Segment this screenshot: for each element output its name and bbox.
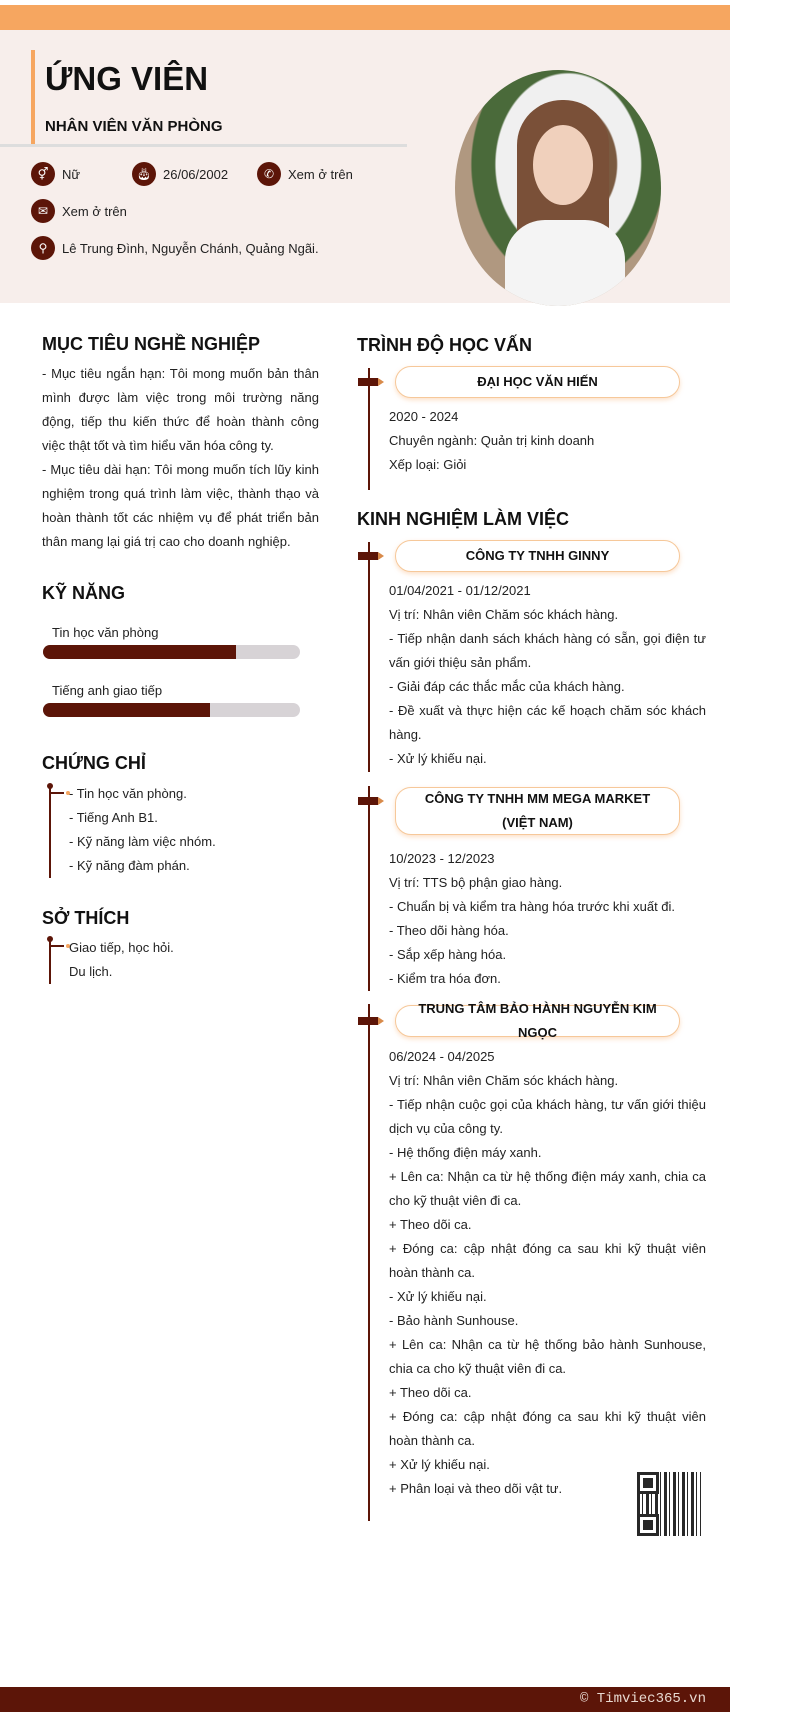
address-value: Lê Trung Đình, Nguyễn Chánh, Quảng Ngãi. bbox=[62, 240, 319, 256]
top-accent-bar bbox=[0, 5, 730, 30]
avatar-photo bbox=[455, 70, 661, 306]
certificate-item: - Kỹ năng làm việc nhóm. bbox=[69, 834, 216, 849]
hobby-item: Du lịch. bbox=[69, 964, 113, 979]
skill-label: Tin học văn phòng bbox=[52, 625, 159, 640]
skill-bar-fill bbox=[43, 645, 236, 659]
job-line: - Bảo hành Sunhouse. bbox=[389, 1313, 519, 1328]
birthday-info bbox=[132, 162, 228, 186]
name-accent bbox=[31, 50, 35, 146]
job-period: 10/2023 - 12/2023 bbox=[389, 851, 495, 866]
experience-title: KINH NGHIỆM LÀM VIỆC bbox=[357, 509, 570, 529]
timeline-marker bbox=[358, 1017, 378, 1025]
timeline-line bbox=[368, 542, 370, 772]
job-line: + Theo dõi ca. bbox=[389, 1385, 472, 1400]
job-line: - Tiếp nhận cuộc gọi của khách hàng, tư vấn giới thiệu dịch vụ của công ty. bbox=[389, 1097, 706, 1136]
job-details bbox=[389, 579, 706, 771]
job-line: - Xử lý khiếu nại. bbox=[389, 751, 487, 766]
cv-header bbox=[0, 30, 730, 303]
company-name: CÔNG TY TNHH GINNY bbox=[395, 540, 680, 572]
job-line: + Xử lý khiếu nại. bbox=[389, 1457, 490, 1472]
job-line: + Đóng ca: cập nhật đóng ca sau khi kỹ thuật viên hoàn thành ca. bbox=[389, 1409, 706, 1448]
gender-icon: ⚥ bbox=[31, 162, 55, 186]
skill-bar bbox=[43, 645, 300, 659]
job-line: - Sắp xếp hàng hóa. bbox=[389, 947, 507, 962]
job-line: - Chuẩn bị và kiểm tra hàng hóa trước khi xuất đi. bbox=[389, 899, 676, 914]
objective-long: - Mục tiêu dài hạn: Tôi mong muốn tích lũy kinh nghiệm trong quá trình làm việc, thành thạo và hoàn thành tốt các nhiệm vụ để phát triển bản thân mang lại giá trị cao cho doanh nghiệp. bbox=[42, 462, 319, 549]
job-line: - Kiểm tra hóa đơn. bbox=[389, 971, 501, 986]
job-line: - Giải đáp các thắc mắc của khách hàng. bbox=[389, 679, 625, 694]
phone-icon: ✆ bbox=[257, 162, 281, 186]
job-line: - Đề xuất và thực hiện các kế hoạch chăm sóc khách hàng. bbox=[389, 703, 706, 742]
job-line: + Phân loại và theo dõi vật tư. bbox=[389, 1481, 563, 1496]
candidate-name: ỨNG VIÊN bbox=[45, 60, 209, 97]
company-name: CÔNG TY TNHH MM MEGA MARKET (VIỆT NAM) bbox=[395, 787, 680, 835]
skills-title: KỸ NĂNG bbox=[42, 583, 126, 603]
hobby-item: Giao tiếp, học hỏi. bbox=[69, 940, 174, 955]
job-line: - Hệ thống điện máy xanh. bbox=[389, 1145, 542, 1160]
cake-icon: 🎂︎ bbox=[132, 162, 156, 186]
skill-label: Tiếng anh giao tiếp bbox=[52, 683, 163, 698]
certificate-item: - Tin học văn phòng. bbox=[69, 786, 187, 801]
map-icon: ⚲ bbox=[31, 236, 55, 260]
timeline-tick bbox=[50, 792, 64, 794]
job-line: + Lên ca: Nhận ca từ hệ thống bảo hành Sunhouse, chia ca cho kỹ thuật viên đi ca. bbox=[389, 1337, 706, 1376]
education-title: TRÌNH ĐỘ HỌC VẤN bbox=[357, 335, 532, 355]
company-name: TRUNG TÂM BẢO HÀNH NGUYỄN KIM NGỌC bbox=[395, 1005, 680, 1037]
candidate-position: NHÂN VIÊN VĂN PHÒNG bbox=[45, 118, 223, 135]
job-line: Vị trí: Nhân viên Chăm sóc khách hàng. bbox=[389, 607, 619, 622]
qr-code bbox=[637, 1472, 701, 1536]
skill-bar bbox=[43, 703, 300, 717]
education-major: Chuyên ngành: Quản trị kinh doanh bbox=[389, 433, 595, 448]
divider bbox=[0, 144, 407, 147]
objective-title: MỤC TIÊU NGHỀ NGHIỆP bbox=[42, 334, 261, 354]
email-icon: ✉ bbox=[31, 199, 55, 223]
job-line: Vị trí: TTS bộ phận giao hàng. bbox=[389, 875, 563, 890]
certificates-title: CHỨNG CHỈ bbox=[42, 753, 146, 773]
timeline-line bbox=[368, 368, 370, 490]
certificate-item: - Tiếng Anh B1. bbox=[69, 810, 158, 825]
gender-value: Nữ bbox=[62, 166, 81, 182]
email-info bbox=[31, 199, 127, 223]
timeline-marker bbox=[358, 378, 378, 386]
timeline-line bbox=[368, 1004, 370, 1521]
birthday-value: 26/06/2002 bbox=[163, 166, 229, 182]
job-line: - Theo dõi hàng hóa. bbox=[389, 923, 509, 938]
job-details bbox=[389, 1045, 706, 1501]
timeline-marker bbox=[358, 552, 378, 560]
footer-brand: © Timviec365.vn bbox=[0, 1687, 730, 1712]
job-line: - Tiếp nhận danh sách khách hàng có sẵn, gọi điện tư vấn giới thiệu sản phẩm. bbox=[389, 631, 706, 670]
job-line: + Đóng ca: cập nhật đóng ca sau khi kỹ thuật viên hoàn thành ca. bbox=[389, 1241, 706, 1280]
job-period: 01/04/2021 - 01/12/2021 bbox=[389, 583, 531, 598]
job-line: + Lên ca: Nhận ca từ hệ thống điện máy xanh, chia ca cho kỹ thuật viên đi ca. bbox=[389, 1169, 706, 1208]
phone-value: Xem ở trên bbox=[288, 166, 353, 182]
timeline-marker bbox=[358, 797, 378, 805]
job-period: 06/2024 - 04/2025 bbox=[389, 1049, 495, 1064]
job-details bbox=[389, 847, 706, 991]
school-name: ĐẠI HỌC VĂN HIẾN bbox=[395, 366, 680, 398]
certificate-item: - Kỹ năng đàm phán. bbox=[69, 858, 190, 873]
hobbies-title: SỞ THÍCH bbox=[42, 908, 130, 928]
address-info bbox=[31, 236, 319, 260]
education-grade: Xếp loại: Giỏi bbox=[389, 457, 467, 472]
gender-info bbox=[31, 162, 80, 186]
skill-bar-fill bbox=[43, 703, 210, 717]
job-line: + Theo dõi ca. bbox=[389, 1217, 472, 1232]
email-value: Xem ở trên bbox=[62, 203, 127, 219]
job-line: Vị trí: Nhân viên Chăm sóc khách hàng. bbox=[389, 1073, 619, 1088]
timeline-line bbox=[368, 786, 370, 991]
job-line: - Xử lý khiếu nại. bbox=[389, 1289, 487, 1304]
objective-short: - Mục tiêu ngắn hạn: Tôi mong muốn bản thân mình được làm việc trong môi trường năng động, tiếp thu kiến thức để hoàn thành công việc thật tốt và tìm hiểu văn hóa công ty. bbox=[42, 366, 319, 453]
timeline-tick bbox=[50, 945, 64, 947]
timeline-line bbox=[49, 785, 51, 878]
education-period: 2020 - 2024 bbox=[389, 409, 459, 424]
phone-info bbox=[257, 162, 353, 186]
